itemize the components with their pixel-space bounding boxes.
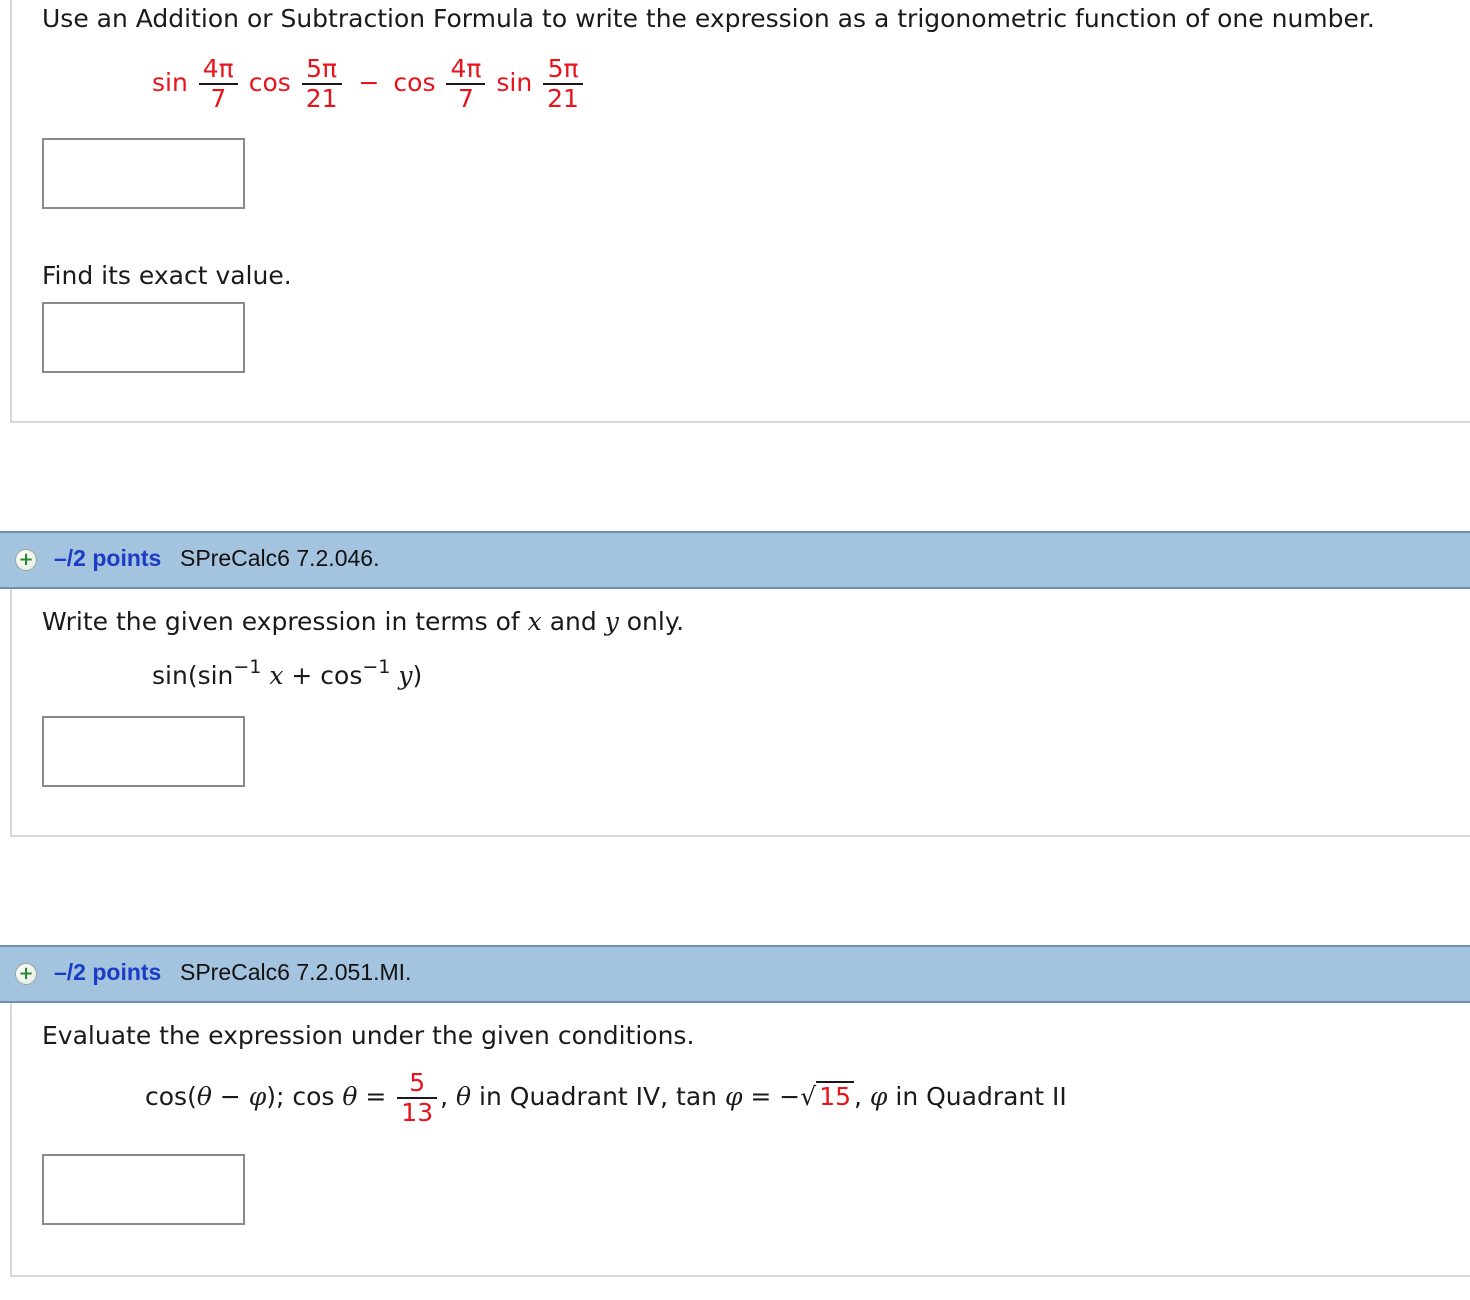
fraction-5pi-over-21: $\frac{5\pi}{21}$ (302, 55, 342, 113)
sqrt-icon: √ (800, 1082, 817, 1111)
fraction-4pi-over-7: $\frac{4\pi}{7}$ (199, 55, 238, 113)
question-instruction: Use an Addition or Subtraction Formula to write the expression as a trigonometric function of one number. (42, 4, 1375, 33)
trig-expression (152, 55, 586, 113)
points-label[interactable]: –/2 points (54, 959, 162, 985)
question-card-3 (10, 1003, 1470, 1277)
radicand: 15 (816, 1081, 854, 1111)
answer-input-xy-expression[interactable] (42, 716, 245, 787)
inverse-trig-expression: $\sin(\sin^{-1}$ $x + \cos^{-1} y$) (152, 656, 423, 690)
expand-icon[interactable]: + (15, 549, 37, 571)
answer-input-evaluation[interactable] (42, 1154, 245, 1225)
question-card-2 (10, 589, 1470, 837)
question-code: SPreCalc6 7.2.046. (180, 545, 380, 571)
minus-sign: − (358, 68, 380, 97)
expand-icon[interactable]: + (15, 963, 37, 985)
fraction-5pi-over-21: $\frac{5\pi}{21}$ (543, 55, 583, 113)
sin-function: sin (152, 68, 188, 97)
sin-function: sin (496, 68, 533, 97)
conditions-expression: cos(θ − φ); cos θ = $\frac{5}{13}$ , θ in Quadrant IV, tan φ = −√ 15 , φ in Quadrant II (145, 1068, 1067, 1127)
cos-function: cos (248, 68, 291, 97)
find-value-text: Find its exact value. (42, 261, 292, 290)
question-code: SPreCalc6 7.2.051.MI. (180, 959, 412, 985)
fraction-5-over-13: $\frac{5}{13}$ (397, 1069, 437, 1127)
question-instruction: Evaluate the expression under the given conditions. (42, 1021, 695, 1050)
answer-input-function[interactable] (42, 138, 245, 209)
cos-function: cos (393, 68, 436, 97)
question-card-1 (10, 0, 1470, 423)
question-header-2 (0, 531, 1470, 589)
question-instruction: Write the given expression in terms of x and y only. (42, 607, 685, 636)
answer-input-exact-value[interactable] (42, 302, 245, 373)
question-header-3 (0, 945, 1470, 1003)
fraction-4pi-over-7: $\frac{4\pi}{7}$ (446, 55, 485, 113)
points-label[interactable]: –/2 points (54, 545, 162, 571)
